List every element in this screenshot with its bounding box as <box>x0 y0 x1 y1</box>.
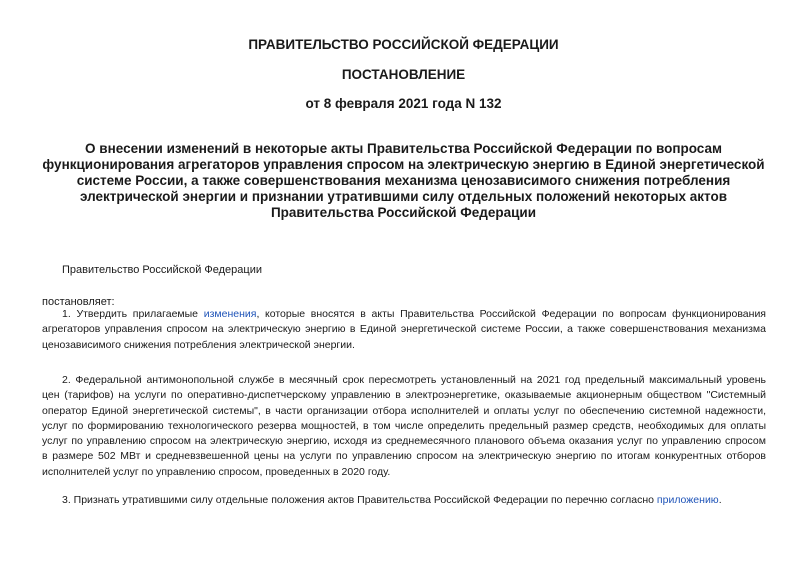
title-line: функционирования агрегаторов управления спросом на электрическую энергию в Единой энергетической <box>42 157 765 172</box>
paragraph-line: 2. Федеральной антимонопольной службе в месячный срок пересмотреть установленный на 2021 год предельный максимальный уровень <box>62 374 766 386</box>
title-line: Правительства Российской Федерации <box>270 205 537 220</box>
decree-word: постановляет: <box>42 296 115 308</box>
paragraph-line: услуг по формированию технологического резерва мощностей, в том числе определить предельный размер средств, необходимых для оплаты <box>42 419 766 432</box>
paragraph-line: услуг по управлению спросом на электрическую энергию, исходя из среднемесячного планового объема оказания услуг по управлению спросом <box>42 435 766 448</box>
document-title <box>30 141 777 221</box>
paragraph-line: в размере 502 МВт и средневзвешенной цены на услуги по управлению спросом на электрическую энергию по итогам конкурентных отборов <box>42 450 766 463</box>
title-line: электрической энергии и признании утратившими силу отдельных положений некоторых актов <box>79 189 728 204</box>
paragraph-line <box>42 493 766 508</box>
title-line: системе России, а также совершенствования механизма ценозависимого снижения потребления <box>76 173 731 188</box>
paragraph-text: 1. Утвердить прилагаемые <box>62 308 204 320</box>
paragraph-1 <box>42 307 766 353</box>
paragraph-line: цен (тарифов) на услуги по оперативно-диспетчерскому управлению в электроэнергетике, оказываемые акционерным обществом "Системный <box>42 389 766 402</box>
paragraph-line: исполнителей услуг по управлению спросом, проведенных в 2020 году. <box>42 465 391 478</box>
paragraph-line: оператор Единой энергетической системы", в части организации отбора исполнителей и оплаты услуг по обеспечению системной надежности, <box>42 404 766 417</box>
changes-link[interactable]: изменения <box>203 308 257 320</box>
paragraph-line: ценозависимого снижения потребления электрической энергии. <box>42 338 355 351</box>
appendix-link[interactable]: приложению <box>656 494 719 506</box>
paragraph-2 <box>42 373 766 480</box>
paragraph-3 <box>42 493 766 508</box>
paragraph-text: , которые вносятся в акты Правительства Российской Федерации по вопросам функционирования <box>256 308 766 320</box>
authority-heading: ПРАВИТЕЛЬСТВО РОССИЙСКОЙ ФЕДЕРАЦИИ <box>248 37 559 52</box>
paragraph-text: 3. Признать утратившими силу отдельные положения актов Правительства Российской Федерации по перечню согласно <box>62 494 657 506</box>
document-type-heading: ПОСТАНОВЛЕНИЕ <box>341 67 466 82</box>
title-line: О внесении изменений в некоторые акты Правительства Российской Федерации по вопросам <box>85 141 722 156</box>
date-number-heading: от 8 февраля 2021 года N 132 <box>305 96 502 111</box>
paragraph-text: . <box>718 494 722 506</box>
issuer-text: Правительство Российской Федерации <box>62 264 262 276</box>
paragraph-line <box>42 307 766 322</box>
paragraph-line: агрегаторов управления спросом на электрическую энергию в Единой энергетической системе России, а также совершенствования механизма <box>42 323 766 336</box>
